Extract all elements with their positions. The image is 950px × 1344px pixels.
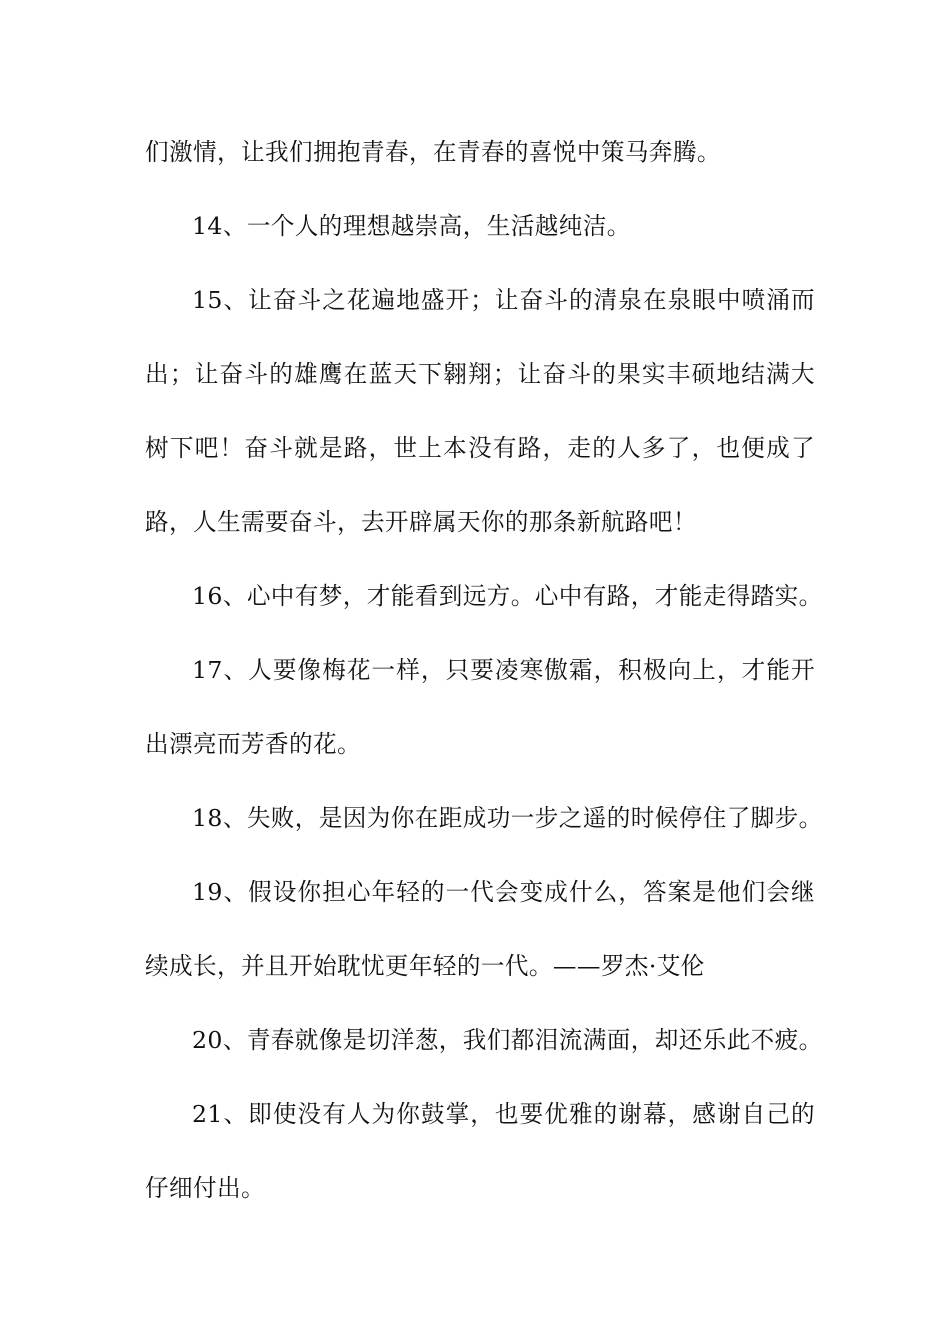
text-line: 21、即使没有人为你鼓掌，也要优雅的谢幕，感谢自己的 (192, 1100, 815, 1128)
text-line: 17、人要像梅花一样，只要凌寒傲霜，积极向上，才能开 (192, 656, 815, 684)
text-line: 18、失败，是因为你在距成功一步之遥的时候停住了脚步。 (192, 804, 823, 832)
text-line: 20、青春就像是切洋葱，我们都泪流满面，却还乐此不疲。 (192, 1026, 823, 1054)
text-line: 19、假设你担心年轻的一代会变成什么，答案是他们会继 (192, 878, 815, 906)
text-line: 出；让奋斗的雄鹰在蓝天下翱翔；让奋斗的果实丰硕地结满大 (145, 360, 815, 388)
text-line: 们激情，让我们拥抱青春，在青春的喜悦中策马奔腾。 (145, 138, 721, 166)
text-line: 16、心中有梦，才能看到远方。心中有路，才能走得踏实。 (192, 582, 823, 610)
text-line: 14、一个人的理想越崇高，生活越纯洁。 (192, 212, 631, 240)
text-line: 路，人生需要奋斗，去开辟属天你的那条新航路吧！ (145, 508, 697, 536)
text-line: 树下吧！奋斗就是路，世上本没有路，走的人多了，也便成了 (145, 434, 815, 462)
text-line: 仔细付出。 (145, 1174, 265, 1202)
text-line: 出漂亮而芳香的花。 (145, 730, 361, 758)
text-line: 续成长，并且开始耽忧更年轻的一代。——罗杰·艾伦 (145, 952, 705, 980)
text-line: 15、让奋斗之花遍地盛开；让奋斗的清泉在泉眼中喷涌而 (192, 286, 815, 314)
